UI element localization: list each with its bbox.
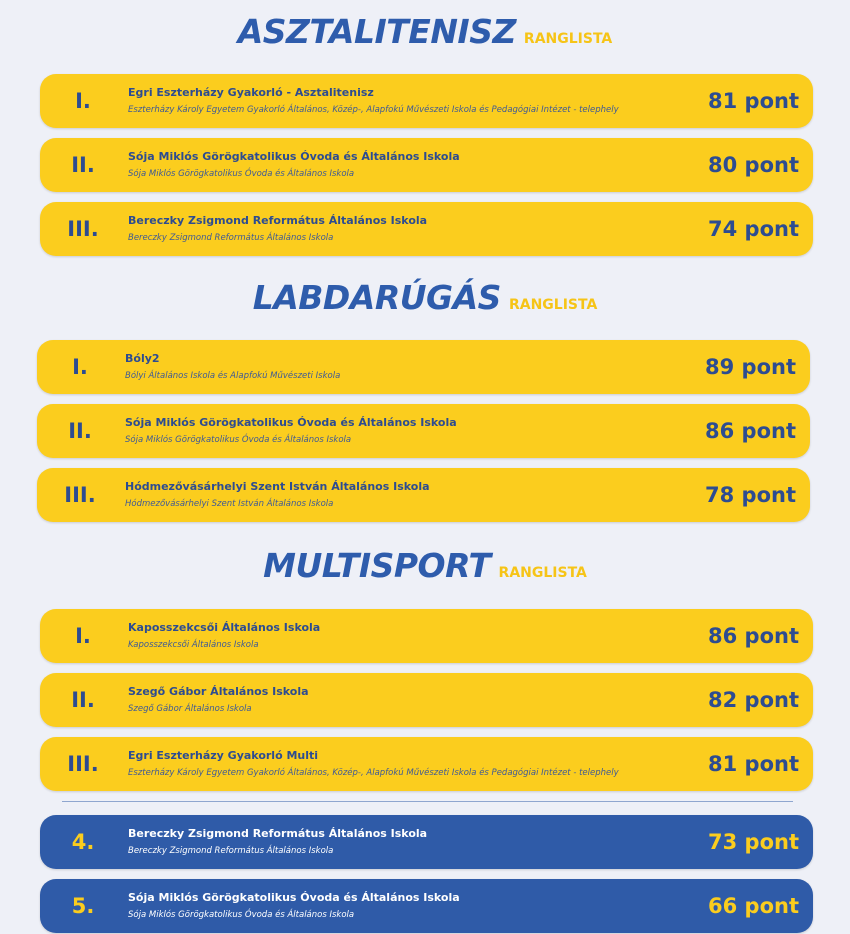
points-value: 78 pont: [705, 483, 796, 507]
school-name: Hódmezővásárhelyi Szent István Általános Iskola: [125, 499, 334, 509]
school-name: Szegő Gábor Általános Iskola: [128, 704, 252, 714]
ranking-card: [37, 468, 810, 522]
points-value: 81 pont: [708, 752, 799, 776]
section-subheading: RANGLISTA: [523, 31, 613, 47]
points-value: 86 pont: [708, 624, 799, 648]
school-name: Bólyi Általános Iskola és Alapfokú Művészeti Iskola: [125, 371, 341, 381]
team-name: Sója Miklós Görögkatolikus Óvoda és Általános Iskola: [128, 150, 460, 163]
ranking-card: [40, 609, 813, 663]
ranking-card-extra: [40, 815, 813, 869]
section-title-multisport: [0, 546, 850, 585]
section-subheading: RANGLISTA: [508, 297, 598, 313]
team-name: Egri Eszterházy Gyakorló Multi: [128, 749, 319, 762]
rank-label: II.: [71, 688, 95, 712]
ranking-card: [40, 673, 813, 727]
rank-label: I.: [75, 89, 91, 113]
rank-label: III.: [67, 217, 99, 241]
points-value: 73 pont: [708, 830, 799, 854]
rank-label: I.: [72, 355, 88, 379]
section-subheading: RANGLISTA: [498, 565, 587, 581]
school-name: Sója Miklós Görögkatolikus Óvoda és Általános Iskola: [128, 169, 355, 179]
team-name: Kaposszekcsői Általános Iskola: [128, 621, 321, 634]
section-heading: MULTISPORT: [263, 546, 491, 585]
school-name: Sója Miklós Görögkatolikus Óvoda és Általános Iskola: [125, 435, 352, 445]
school-name: Bereczky Zsigmond Református Általános Iskola: [128, 846, 334, 856]
school-name: Eszterházy Károly Egyetem Gyakorló Általános, Közép-, Alapfokú Művészeti Iskola és Pedagógiai Intézet - telephely: [128, 768, 619, 778]
school-name: Bereczky Zsigmond Református Általános Iskola: [128, 233, 334, 243]
rank-label: III.: [67, 752, 99, 776]
ranking-card: [40, 202, 813, 256]
school-name: Sója Miklós Görögkatolikus Óvoda és Általános Iskola: [128, 910, 355, 920]
ranking-card: [40, 74, 813, 128]
ranking-card: [40, 138, 813, 192]
points-value: 86 pont: [705, 419, 796, 443]
points-value: 82 pont: [708, 688, 799, 712]
school-name: Eszterházy Károly Egyetem Gyakorló Általános, Közép-, Alapfokú Művészeti Iskola és Pedagógiai Intézet - telephely: [128, 105, 619, 115]
section-heading: ASZTALITENISZ: [237, 12, 516, 51]
rank-label: 4.: [71, 830, 95, 854]
ranking-card: [40, 737, 813, 791]
points-value: 74 pont: [708, 217, 799, 241]
rank-label: II.: [71, 153, 95, 177]
ranking-card: [37, 404, 810, 458]
points-value: 81 pont: [708, 89, 799, 113]
team-name: Hódmezővásárhelyi Szent István Általános Iskola: [125, 480, 430, 493]
rank-label: I.: [75, 624, 91, 648]
section-title-asztalitenisz: [0, 12, 850, 51]
rank-label: III.: [64, 483, 96, 507]
section-heading: LABDARÚGÁS: [252, 278, 501, 317]
team-name: Sója Miklós Görögkatolikus Óvoda és Általános Iskola: [125, 416, 457, 429]
team-name: Bereczky Zsigmond Református Általános Iskola: [128, 214, 428, 227]
ranking-card: [37, 340, 810, 394]
team-name: Bóly2: [125, 352, 160, 365]
rank-label: 5.: [71, 894, 95, 918]
team-name: Szegő Gábor Általános Iskola: [128, 685, 309, 698]
points-value: 66 pont: [708, 894, 799, 918]
divider-line: [62, 801, 793, 802]
ranking-card-extra: [40, 879, 813, 933]
points-value: 80 pont: [708, 153, 799, 177]
team-name: Bereczky Zsigmond Református Általános Iskola: [128, 827, 428, 840]
section-title-labdarugas: [0, 278, 850, 317]
team-name: Egri Eszterházy Gyakorló - Asztalitenisz: [128, 86, 374, 99]
rank-label: II.: [68, 419, 92, 443]
points-value: 89 pont: [705, 355, 796, 379]
school-name: Kaposszekcsői Általános Iskola: [128, 640, 259, 650]
team-name: Sója Miklós Görögkatolikus Óvoda és Általános Iskola: [128, 891, 460, 904]
